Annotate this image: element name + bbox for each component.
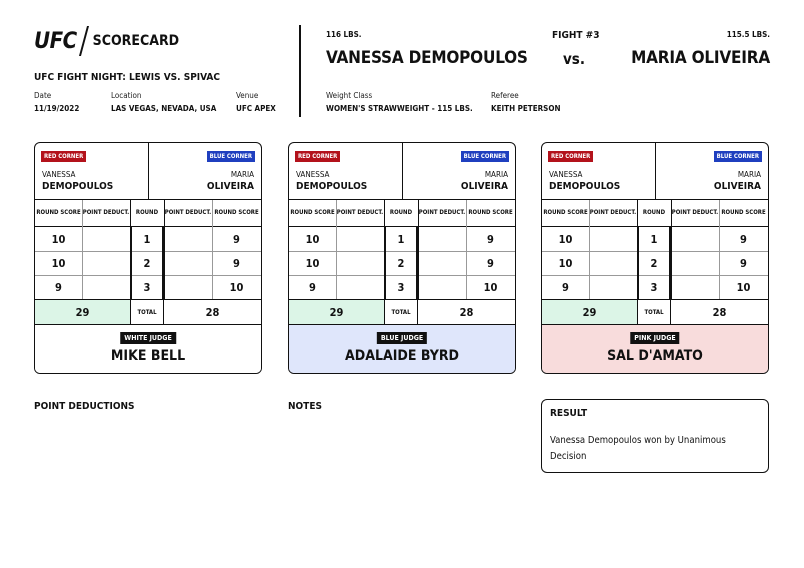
location-label: Location	[111, 91, 142, 100]
red-last-name: DEMOPOULOS	[296, 181, 368, 192]
round-number: 1	[397, 232, 405, 246]
grid-line	[589, 200, 590, 299]
location-value: LAS VEGAS, NEVADA, USA	[111, 104, 217, 113]
red-round-score: 10	[558, 256, 573, 270]
round-number: 1	[650, 232, 658, 246]
blue-round-score: 9	[487, 232, 494, 246]
round-number: 2	[143, 256, 151, 270]
red-total: 29	[35, 300, 130, 325]
round-number: 1	[143, 232, 151, 246]
blue-corner-badge: BLUE CORNER	[207, 151, 255, 162]
blue-last-name: OLIVEIRA	[206, 181, 254, 192]
fighter-header	[35, 143, 261, 199]
referee-label: Referee	[491, 91, 519, 100]
blue-point-deduct-header: POINT DEDUCT.	[418, 209, 466, 216]
red-round-score-header: ROUND SCORE	[543, 209, 588, 216]
blue-total: 28	[205, 306, 220, 319]
corner-divider	[148, 143, 149, 199]
grid-line	[336, 200, 337, 299]
red-total: 29	[289, 300, 384, 325]
grid-line	[671, 200, 672, 299]
red-last-name: DEMOPOULOS	[42, 181, 114, 192]
round-header: ROUND	[389, 209, 413, 216]
score-grid	[542, 199, 768, 325]
ufc-logo	[34, 26, 179, 56]
result-box	[541, 399, 769, 473]
red-point-deduct-header: POINT DEDUCT.	[82, 209, 130, 216]
judge-panel	[35, 324, 261, 374]
red-round-score: 10	[305, 256, 320, 270]
blue-round-score: 9	[740, 232, 747, 246]
total-label: TOTAL	[637, 300, 671, 325]
judge-panel	[542, 324, 768, 374]
judge-name: ADALAIDE BYRD	[345, 348, 459, 364]
round-number: 2	[397, 256, 405, 270]
blue-weight: 115.5 LBS.	[726, 30, 770, 39]
notes-title: NOTES	[288, 401, 322, 412]
red-round-score: 10	[51, 232, 66, 246]
total-label: TOTAL	[384, 300, 418, 325]
blue-round-score: 9	[233, 232, 240, 246]
date-label: Date	[34, 91, 52, 100]
blue-round-score-header: ROUND SCORE	[468, 209, 513, 216]
blue-round-score: 9	[487, 256, 494, 270]
scorecard-adalaide-byrd	[288, 142, 516, 374]
blue-point-deduct-header: POINT DEDUCT.	[164, 209, 212, 216]
red-round-score: 9	[55, 280, 62, 294]
red-point-deduct-header: POINT DEDUCT.	[589, 209, 637, 216]
blue-round-score: 10	[483, 280, 498, 294]
red-corner-badge: RED CORNER	[41, 151, 86, 162]
red-round-score: 9	[309, 280, 316, 294]
red-round-score: 10	[51, 256, 66, 270]
fight-number: FIGHT #3	[552, 30, 600, 41]
round-number: 3	[143, 280, 151, 294]
judge-badge: BLUE JUDGE	[377, 332, 427, 344]
grid-line	[82, 200, 83, 299]
judge-name: SAL D'AMATO	[607, 348, 703, 364]
fighter-header	[542, 143, 768, 199]
result-text: Vanessa Demopoulos won by Unanimous Decision	[550, 435, 726, 462]
red-last-name: DEMOPOULOS	[549, 181, 621, 192]
blue-point-deduct-header: POINT DEDUCT.	[671, 209, 719, 216]
red-round-score-header: ROUND SCORE	[36, 209, 81, 216]
grid-line	[418, 200, 419, 299]
blue-first-name: MARIA	[737, 170, 761, 179]
blue-round-score-header: ROUND SCORE	[721, 209, 766, 216]
judge-badge: WHITE JUDGE	[120, 332, 176, 344]
header-divider	[299, 25, 301, 117]
red-round-score-header: ROUND SCORE	[290, 209, 335, 216]
blue-last-name: OLIVEIRA	[713, 181, 761, 192]
red-first-name: VANESSA	[549, 170, 583, 179]
blue-last-name: OLIVEIRA	[460, 181, 508, 192]
red-round-score: 9	[562, 280, 569, 294]
event-title: UFC FIGHT NIGHT: LEWIS VS. SPIVAC	[34, 72, 220, 83]
corner-divider	[402, 143, 403, 199]
judge-badge: PINK JUDGE	[630, 332, 679, 344]
red-fighter-name: VANESSA DEMOPOULOS	[326, 48, 528, 68]
red-corner-badge: RED CORNER	[295, 151, 340, 162]
blue-round-score: 10	[736, 280, 751, 294]
red-point-deduct-header: POINT DEDUCT.	[336, 209, 384, 216]
vs-label: vs.	[563, 50, 585, 68]
blue-first-name: MARIA	[230, 170, 254, 179]
red-round-score: 10	[558, 232, 573, 246]
blue-fighter-name: MARIA OLIVEIRA	[631, 48, 770, 68]
venue-label: Venue	[236, 91, 259, 100]
blue-round-score: 10	[229, 280, 244, 294]
result-title: RESULT	[550, 408, 588, 419]
logo-text: UFC	[34, 28, 77, 54]
blue-corner-badge: BLUE CORNER	[714, 151, 762, 162]
blue-corner-badge: BLUE CORNER	[461, 151, 509, 162]
score-grid	[35, 199, 261, 325]
round-header: ROUND	[642, 209, 666, 216]
date-value: 11/19/2022	[34, 104, 80, 113]
red-weight: 116 LBS.	[326, 30, 362, 39]
weight-class-label: Weight Class	[326, 91, 373, 100]
red-round-score: 10	[305, 232, 320, 246]
red-total: 29	[542, 300, 637, 325]
blue-total: 28	[459, 306, 474, 319]
total-label: TOTAL	[130, 300, 164, 325]
blue-round-score-header: ROUND SCORE	[214, 209, 259, 216]
blue-first-name: MARIA	[484, 170, 508, 179]
round-number: 3	[650, 280, 658, 294]
referee-value: KEITH PETERSON	[491, 104, 561, 113]
scorecard-mike-bell	[34, 142, 262, 374]
blue-round-score: 9	[233, 256, 240, 270]
grid-line	[164, 200, 165, 299]
red-corner-badge: RED CORNER	[548, 151, 593, 162]
weight-class-value: WOMEN'S STRAWWEIGHT - 115 LBS.	[326, 104, 473, 113]
scorecard-title: SCORECARD	[92, 33, 180, 49]
judge-panel	[289, 324, 515, 374]
red-first-name: VANESSA	[42, 170, 76, 179]
blue-total: 28	[712, 306, 727, 319]
round-number: 2	[650, 256, 658, 270]
red-first-name: VANESSA	[296, 170, 330, 179]
scorecard-sal-d-amato	[541, 142, 769, 374]
judge-name: MIKE BELL	[110, 348, 186, 364]
corner-divider	[655, 143, 656, 199]
round-number: 3	[397, 280, 405, 294]
score-grid	[289, 199, 515, 325]
round-header: ROUND	[135, 209, 159, 216]
logo-divider	[79, 26, 89, 56]
point-deductions-title: POINT DEDUCTIONS	[34, 401, 135, 412]
venue-value: UFC APEX	[236, 104, 276, 113]
fighter-header	[289, 143, 515, 199]
blue-round-score: 9	[740, 256, 747, 270]
